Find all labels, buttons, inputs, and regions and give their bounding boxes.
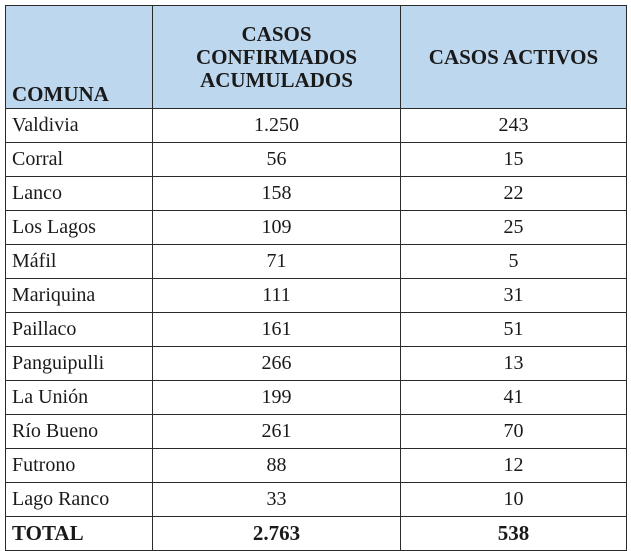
cell-comuna: Lanco (6, 177, 153, 211)
table-row (6, 347, 627, 381)
cell-comuna: Mariquina (6, 279, 153, 313)
cell-confirmados: 261 (153, 415, 401, 449)
cell-comuna: Corral (6, 143, 153, 177)
table-row (6, 449, 627, 483)
header-activos: CASOS ACTIVOS (401, 6, 627, 109)
total-activos: 538 (401, 517, 627, 551)
cell-activos: 70 (401, 415, 627, 449)
cell-comuna: Panguipulli (6, 347, 153, 381)
table-row (6, 381, 627, 415)
cell-activos: 25 (401, 211, 627, 245)
cell-confirmados: 56 (153, 143, 401, 177)
cell-confirmados: 111 (153, 279, 401, 313)
cell-confirmados: 158 (153, 177, 401, 211)
cell-comuna: Futrono (6, 449, 153, 483)
cell-comuna: Los Lagos (6, 211, 153, 245)
header-confirmados (153, 6, 401, 109)
cell-comuna: Río Bueno (6, 415, 153, 449)
table-row (6, 211, 627, 245)
table-row (6, 313, 627, 347)
cell-activos: 5 (401, 245, 627, 279)
total-label: TOTAL (6, 517, 153, 551)
cell-confirmados: 109 (153, 211, 401, 245)
header-comuna: COMUNA (6, 6, 153, 109)
cell-comuna: Lago Ranco (6, 483, 153, 517)
cell-comuna: Paillaco (6, 313, 153, 347)
cell-comuna: La Unión (6, 381, 153, 415)
cell-confirmados: 266 (153, 347, 401, 381)
cell-activos: 22 (401, 177, 627, 211)
cell-confirmados: 71 (153, 245, 401, 279)
cell-activos: 243 (401, 109, 627, 143)
total-row (6, 517, 627, 551)
table-row (6, 109, 627, 143)
table-row (6, 483, 627, 517)
cell-confirmados: 1.250 (153, 109, 401, 143)
header-confirmados-label: CASOS CONFIRMADOS ACUMULADOS (196, 21, 357, 92)
cell-activos: 12 (401, 449, 627, 483)
cell-activos: 13 (401, 347, 627, 381)
table-row (6, 143, 627, 177)
table-row (6, 415, 627, 449)
cell-activos: 10 (401, 483, 627, 517)
cell-comuna: Valdivia (6, 109, 153, 143)
total-confirmados: 2.763 (153, 517, 401, 551)
table-body (6, 109, 627, 517)
cell-activos: 31 (401, 279, 627, 313)
table-row (6, 177, 627, 211)
table-row (6, 245, 627, 279)
cell-confirmados: 161 (153, 313, 401, 347)
covid-cases-table (5, 5, 627, 551)
cell-activos: 41 (401, 381, 627, 415)
cell-comuna: Máfil (6, 245, 153, 279)
table-row (6, 279, 627, 313)
cell-activos: 51 (401, 313, 627, 347)
header-row (6, 6, 627, 109)
cell-activos: 15 (401, 143, 627, 177)
cell-confirmados: 88 (153, 449, 401, 483)
cell-confirmados: 33 (153, 483, 401, 517)
cell-confirmados: 199 (153, 381, 401, 415)
